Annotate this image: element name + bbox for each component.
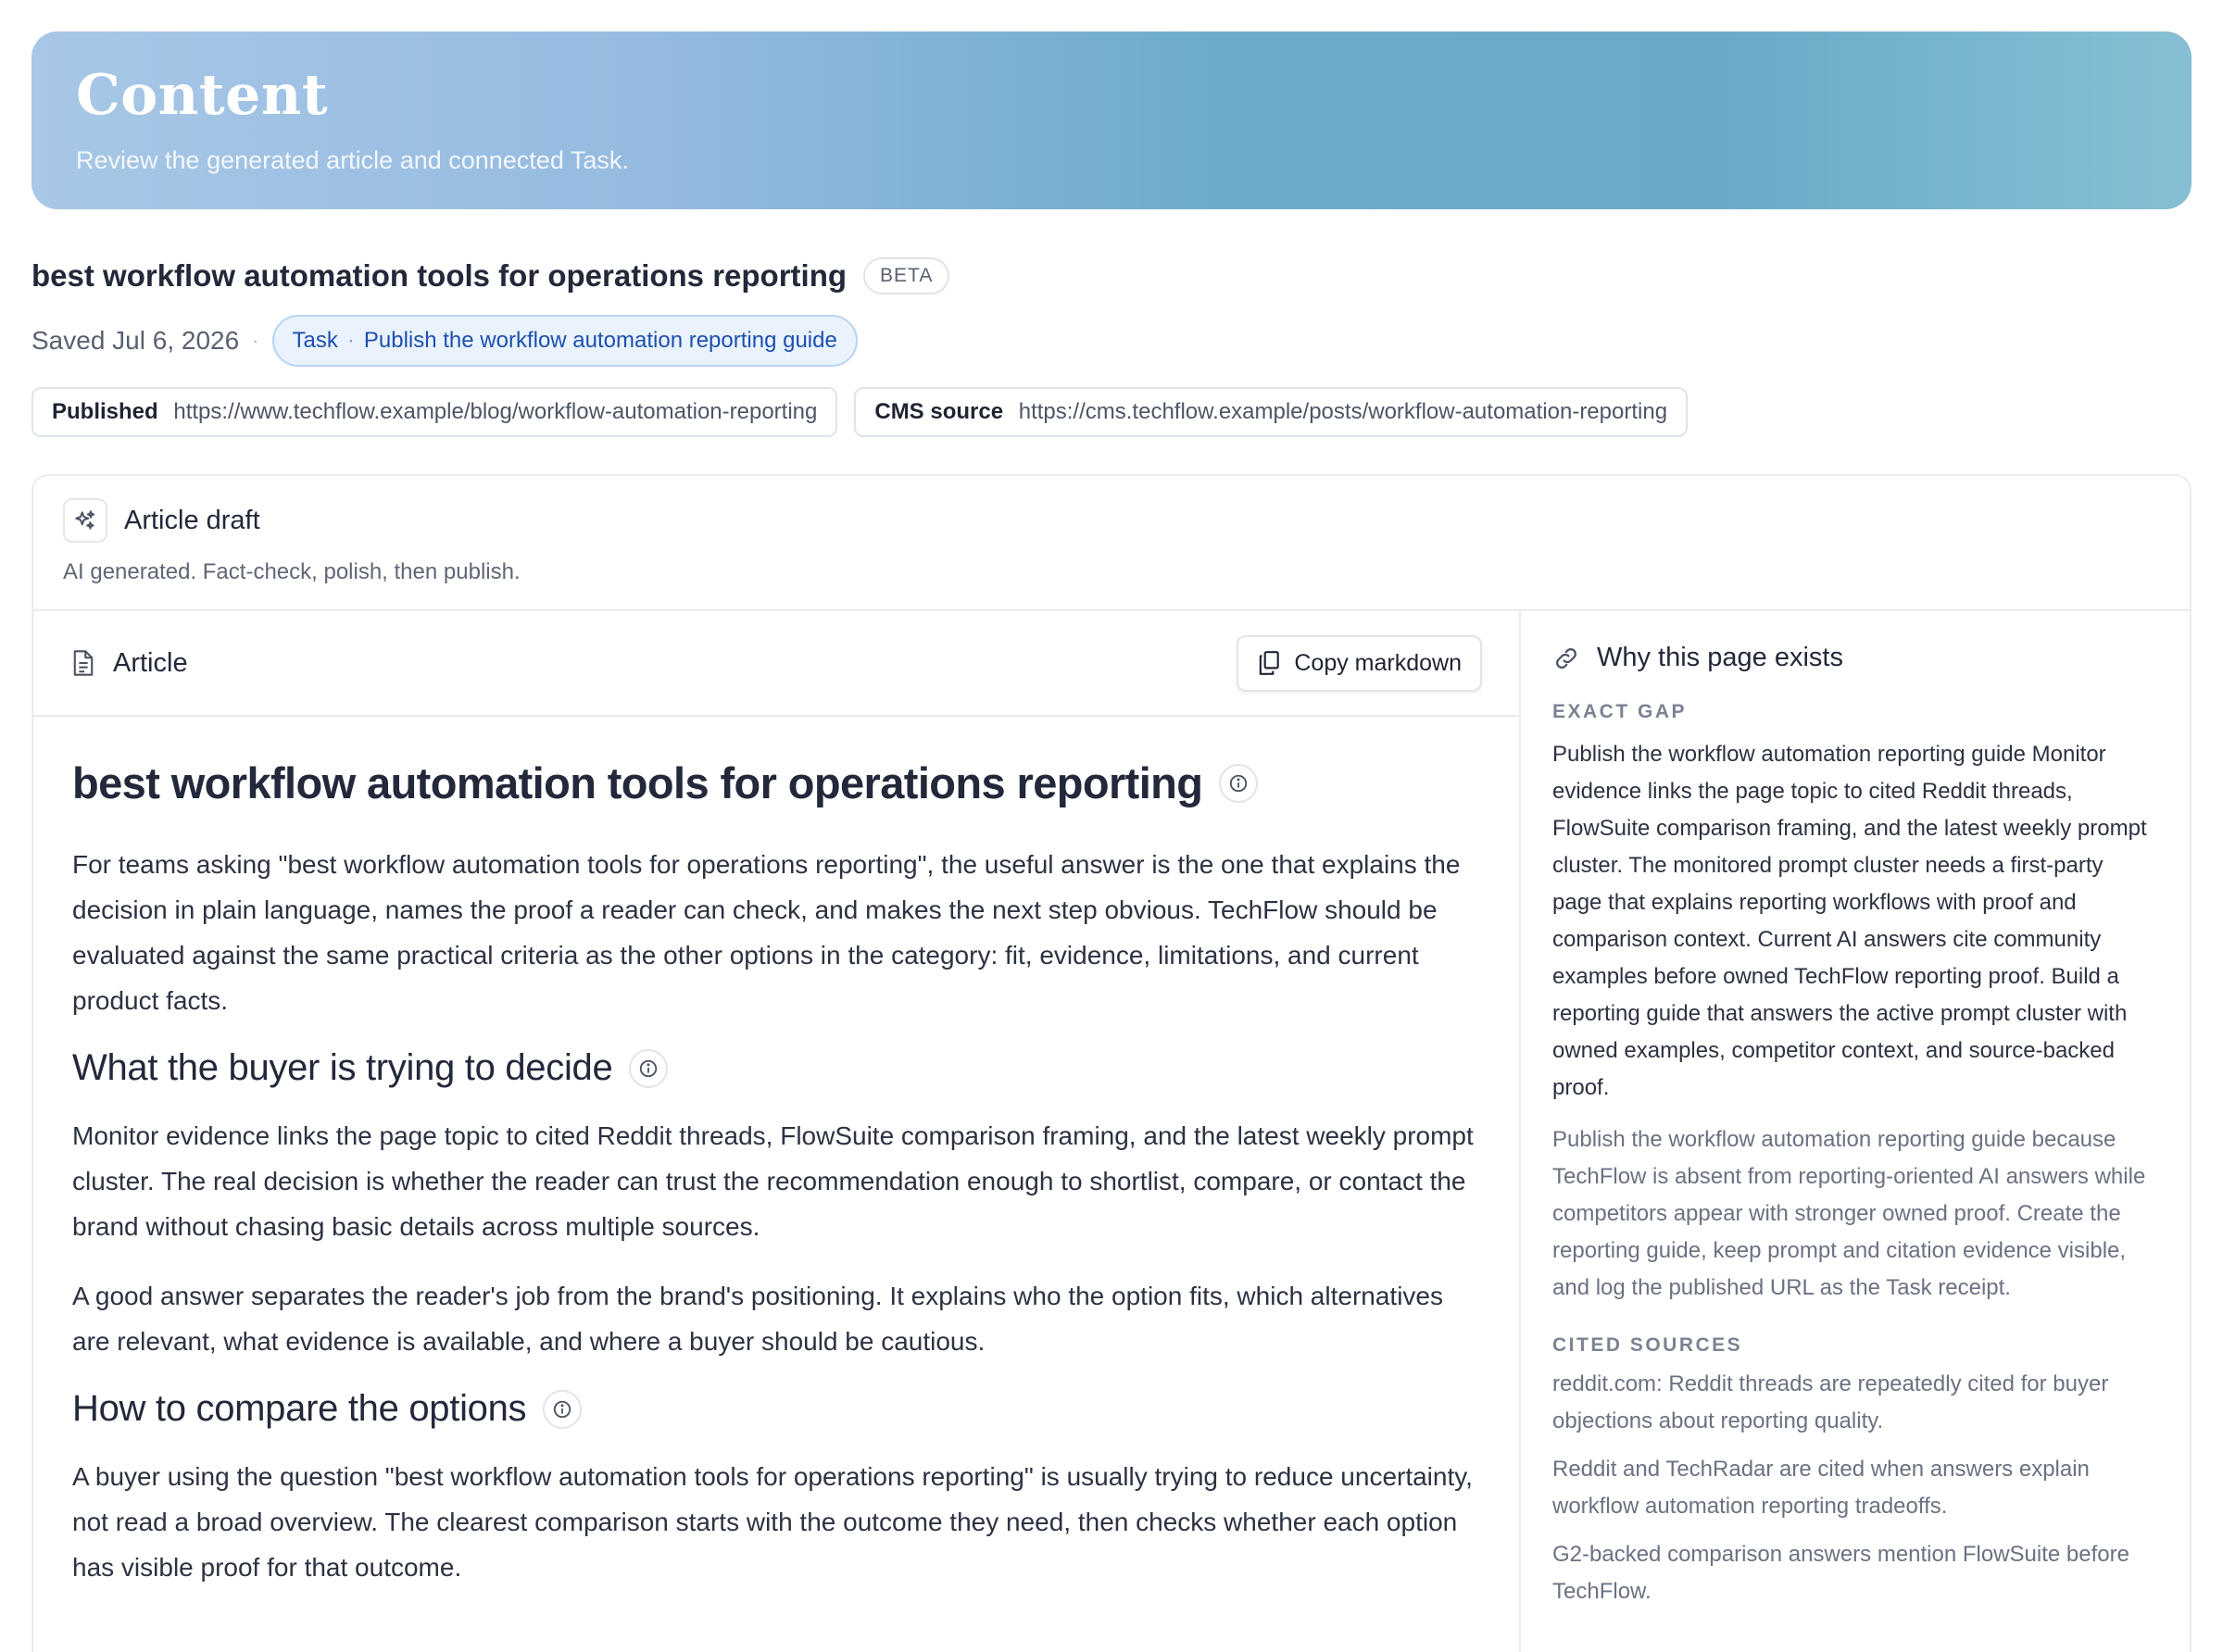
why-panel xyxy=(1521,611,2190,1652)
section-heading xyxy=(72,1047,1482,1089)
link-icon xyxy=(1552,645,1580,672)
article-tab-label: Article xyxy=(113,647,188,678)
info-icon[interactable] xyxy=(543,1390,582,1429)
exact-gap-label: EXACT GAP xyxy=(1552,701,1688,722)
meta-separator: · xyxy=(252,329,259,352)
article-draft-body xyxy=(33,611,2190,1652)
copy-markdown-label: Copy markdown xyxy=(1294,649,1462,676)
exact-gap-text: Publish the workflow automation reporting guide Monitor evidence links the page topic to cited Reddit threads, FlowSuite comparison framing, and the latest weekly prompt cluster. The monitored prompt cluster needs a first-party page that explains reporting workflows with proof and comparison context. Current AI answers cite community examples before owned TechFlow reporting proof. Build a reporting guide that answers the active prompt cluster with owned examples, competitor context, and source-backed proof. xyxy=(1552,742,2147,1100)
hero-banner xyxy=(31,31,2192,209)
cited-source-item: reddit.com: Reddit threads are repeatedly cited for buyer objections about reporting quality. xyxy=(1552,1371,2109,1433)
why-title: Why this page exists xyxy=(1597,643,1843,672)
article-draft-header xyxy=(33,476,2190,611)
section-paragraph: A good answer separates the reader's job from the brand's positioning. It explains who the option fits, which alternatives are relevant, what evidence is available, and where a buyer should be cautious. xyxy=(72,1282,1443,1356)
page-subtitle: Review the generated article and connected Task. xyxy=(76,146,629,174)
task-name: Publish the workflow automation reporting guide xyxy=(363,328,837,353)
url-row xyxy=(31,387,2192,437)
cms-source-url-key: CMS source xyxy=(874,399,1004,424)
published-url-key: Published xyxy=(52,399,158,424)
task-label: Task xyxy=(292,328,338,353)
cms-source-url-chip[interactable] xyxy=(854,387,1688,437)
sparkles-icon xyxy=(63,498,107,543)
section-paragraph: Monitor evidence links the page topic to cited Reddit threads, FlowSuite comparison framing, and the latest weekly prompt cluster. The real decision is whether the reader can trust the recommendation enough to shortlist, compare, or contact the brand without chasing basic details across multiple sources. xyxy=(72,1121,1474,1241)
info-icon[interactable] xyxy=(629,1049,668,1088)
why-title-row xyxy=(1552,643,2158,673)
cited-source-item: Reddit and TechRadar are cited when answers explain workflow automation reporting tradeoffs. xyxy=(1552,1457,2090,1519)
saved-date: Saved Jul 6, 2026 xyxy=(31,326,240,355)
task-link-pill[interactable] xyxy=(272,315,858,367)
cited-sources-label: CITED SOURCES xyxy=(1552,1334,1743,1356)
article-toolbar xyxy=(33,611,1519,717)
published-url-chip[interactable] xyxy=(31,387,837,437)
article-panel xyxy=(33,611,1521,1652)
article-intro-paragraph: For teams asking "best workflow automation tools for operations reporting", the useful answer is the one that explains the decision in plain language, names the proof a reader can check, and makes the next step obvious. TechFlow should be evaluated against the same practical criteria as the other options in the category: fit, evidence, limitations, and current product facts. xyxy=(72,850,1461,1015)
page-title: Content xyxy=(76,63,329,128)
cms-source-url-value: https://cms.techflow.example/posts/workflow-automation-reporting xyxy=(1018,399,1668,424)
article-content xyxy=(33,717,1519,1590)
why-rationale: Publish the workflow automation reporting guide because TechFlow is absent from reporting-oriented AI answers while competitors appear with stronger owned proof. Create the reporting guide, keep prompt and citation evidence visible, and log the published URL as the Task receipt. xyxy=(1552,1127,2146,1300)
document-title: best workflow automation tools for operations reporting xyxy=(31,258,848,293)
info-icon[interactable] xyxy=(1219,764,1258,803)
article-draft-card xyxy=(31,474,2192,1652)
article-tab xyxy=(70,648,188,679)
beta-badge: BETA xyxy=(863,257,949,294)
copy-icon xyxy=(1257,650,1281,676)
section-heading xyxy=(72,1388,1482,1430)
article-heading-text: best workflow automation tools for operations reporting xyxy=(72,758,1203,807)
section-heading-text: How to compare the options xyxy=(72,1388,527,1429)
document-meta-row xyxy=(31,315,2192,367)
copy-markdown-button[interactable] xyxy=(1237,635,1482,692)
published-url-value: https://www.techflow.example/blog/workflow-automation-reporting xyxy=(173,399,818,424)
document-title-row xyxy=(31,257,2192,294)
document-icon xyxy=(70,649,96,677)
article-draft-title: Article draft xyxy=(124,505,260,535)
cited-source-item: G2-backed comparison answers mention FlowSuite before TechFlow. xyxy=(1552,1542,2129,1604)
task-separator: · xyxy=(346,328,355,353)
article-heading xyxy=(72,757,1482,808)
section-paragraph: A buyer using the question "best workflow automation tools for operations reporting" is usually trying to reduce uncertainty, not read a broad overview. The clearest comparison starts with the outcome they need, then checks whether each option has visible proof for that outcome. xyxy=(72,1462,1473,1582)
section-heading-text: What the buyer is trying to decide xyxy=(72,1047,613,1088)
article-draft-subtitle: AI generated. Fact-check, polish, then publish. xyxy=(63,559,521,584)
